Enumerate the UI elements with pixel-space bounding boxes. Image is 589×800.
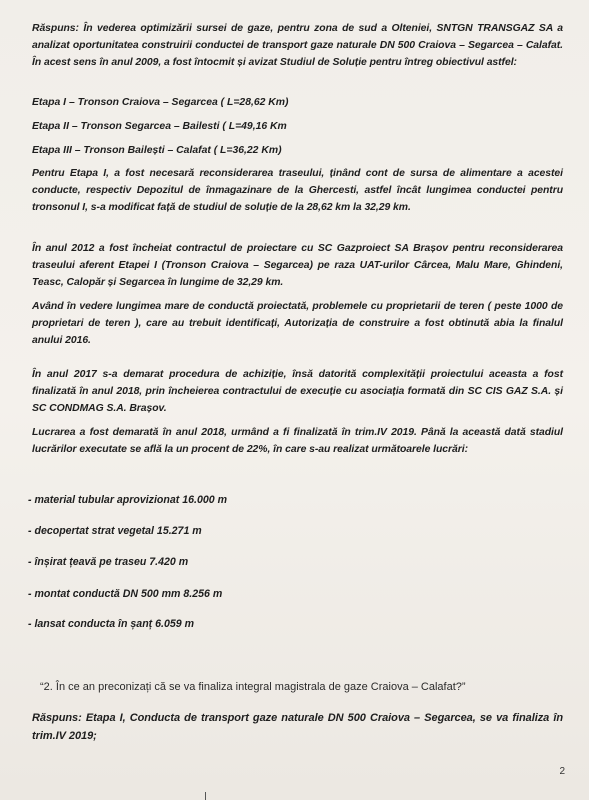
work-item-pipe-supplied: - material tubular aprovizionat 16.000 m <box>28 494 227 506</box>
paragraph-stage-1-route: Pentru Etapa I, a fost necesară reconsiderarea traseului, ținând cont de sursa de alimentare a acestei conducte, respectiv Depozitul de înmagazinare de la Ghercesti, astfel încât lungimea conductei pentru tronsonul I, s-a modificat față de studiul de soluție de la 28,62 km la 32,29 km. <box>32 168 563 214</box>
answer-label: Răspuns: <box>32 712 82 724</box>
work-item-pipe-mounted: - montat conductă DN 500 mm 8.256 m <box>28 588 223 600</box>
paragraph-design-contract: În anul 2012 a fost încheiat contractul de proiectare cu SC Gazproiect SA Brașov pentru reconsiderarea traseului aferent Etapei I (Tronson Craiova – Segarcea) pe raza UAT-urilor Cârcea, Malu Mare, Ghindeni, Teasc, Calopăr și Segarcea în lungime de 32,29 km. <box>32 243 563 289</box>
stage-1: Etapa I – Tronson Craiova – Segarcea ( L=28,62 Km) <box>32 97 289 108</box>
paragraph-progress: Lucrarea a fost demarată în anul 2018, urmând a fi finalizată în trim.IV 2019. Până la această dată stadiul lucrărilor executate se află la un procent de 22%, în care s-au realizat următoarele lucrări: <box>32 427 563 456</box>
stage-3: Etapa III – Tronson Bailești – Calafat ( L=36,22 Km) <box>32 145 282 156</box>
answer-1-intro <box>32 20 563 72</box>
paragraph-landowners: Având în vedere lungimea mare de conductă proiectată, problemele cu proprietarii de teren ( peste 1000 de proprietari de teren ), care au trebuit identificați, Autorizația de construire a fost obtinută abia la finalul anului 2016. <box>32 301 563 347</box>
paragraph-procurement: În anul 2017 s-a demarat procedura de achiziție, însă datorită complexității proiectului aceasta a fost finalizată în anul 2018, prin încheierea contractului de execuție cu asociația formată din SC CIS GAZ S.A. și SC CONDMAG S.A. Brașov. <box>32 369 563 415</box>
answer-2-text: Etapa I, Conducta de transport gaze naturale DN 500 Craiova – Segarcea, se va finaliza în trim.IV 2019; <box>32 712 563 742</box>
answer-2 <box>32 709 563 745</box>
answer-1-text: În vederea optimizării sursei de gaze, pentru zona de sud a Olteniei, SNTGN TRANSGAZ SA a analizat oportunitatea construirii conductei de transport gaze naturale DN 500 Craiova – Segarcea – Calafat. În acest sens în anul 2009, a fost întocmit și avizat Studiul de Soluție pentru întreg obiectivul astfel: <box>32 23 563 69</box>
scan-mark <box>205 792 206 800</box>
work-item-pipe-lowered: - lansat conducta în șanț 6.059 m <box>28 618 195 630</box>
question-2: “2. În ce an preconizați că se va finaliza integral magistrala de gaze Craiova – Calafat?” <box>40 681 466 693</box>
work-item-pipe-strung: - înșirat țeavă pe traseu 7.420 m <box>28 556 189 568</box>
page-number: 2 <box>559 766 565 777</box>
answer-label: Răspuns: <box>32 23 79 34</box>
work-item-topsoil-removed: - decopertat strat vegetal 15.271 m <box>28 525 202 537</box>
stage-2: Etapa II – Tronson Segarcea – Bailesti ( L=49,16 Km <box>32 121 287 132</box>
